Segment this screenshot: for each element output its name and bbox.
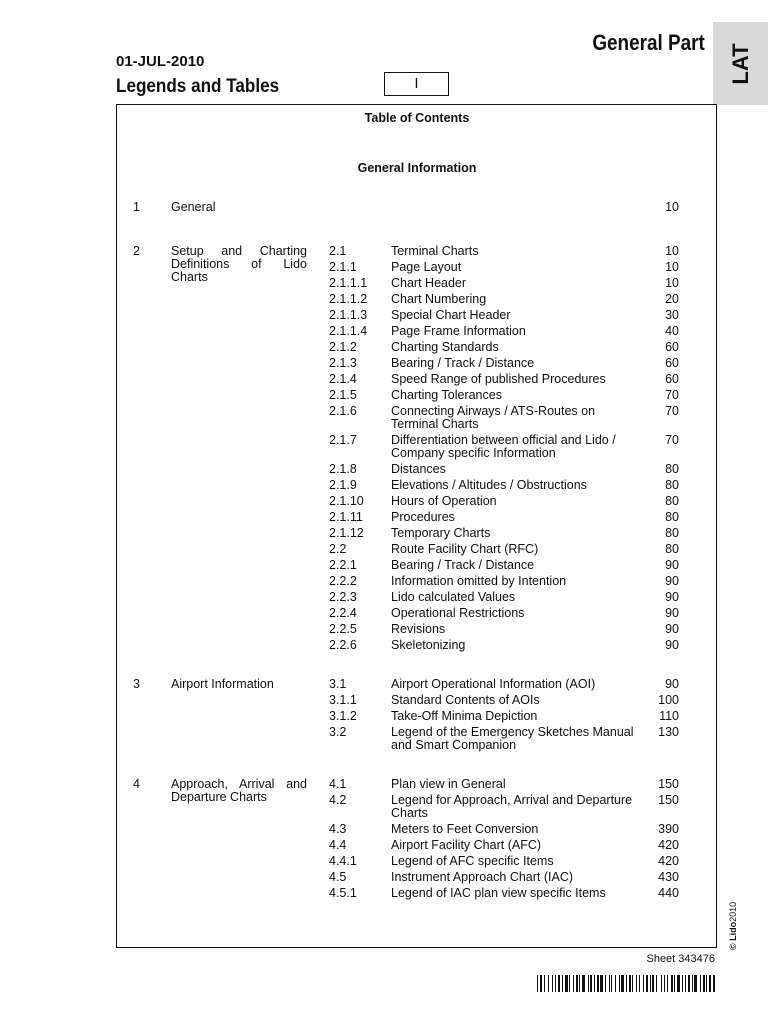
entry-number: 2.1 <box>329 244 347 258</box>
barcode-bar <box>671 975 673 992</box>
barcode-bar <box>537 975 538 992</box>
page-number: 90 <box>665 677 679 691</box>
barcode-bar <box>643 975 644 992</box>
page-number: 70 <box>665 388 679 402</box>
entry-number: 2.2.3 <box>329 590 357 604</box>
entry-title: Operational Restrictions <box>391 606 525 620</box>
entry-number: 2.2.5 <box>329 622 357 636</box>
barcode-bar <box>552 975 553 992</box>
entry-title: Hours of Operation <box>391 494 497 508</box>
barcode-bar <box>588 975 589 992</box>
page-number: 60 <box>665 340 679 354</box>
entry-number: 2.1.11 <box>329 510 363 524</box>
barcode-bar <box>664 975 665 992</box>
barcode-bar <box>650 975 651 992</box>
part-tab <box>713 22 768 105</box>
page-number: 70 <box>665 404 679 418</box>
chapter-number: 1 <box>133 200 140 214</box>
page-number: 10 <box>665 260 679 274</box>
entry-number: 2.2.6 <box>329 638 357 652</box>
part-tab-label: LAT <box>727 42 753 85</box>
entry-title: Skeletonizing <box>391 638 466 652</box>
barcode-bar <box>700 975 701 992</box>
copyright-brand: Lido <box>728 921 738 941</box>
page-number: 90 <box>665 638 679 652</box>
barcode-bar <box>594 975 595 992</box>
toc-subtitle: General Information <box>357 161 477 175</box>
page-number: 420 <box>658 854 679 868</box>
chapter-number: 3 <box>133 677 140 691</box>
entry-title: Route Facility Chart (RFC) <box>391 542 539 556</box>
page-number: 150 <box>658 777 679 791</box>
entry-title: Elevations / Altitudes / Obstructions <box>391 478 587 492</box>
page-number: 60 <box>665 372 679 386</box>
chapter-title: Approach, Arrival and Departure Charts <box>171 777 307 804</box>
page-number: 110 <box>659 709 679 723</box>
page-number: 40 <box>665 324 679 338</box>
barcode-bar <box>646 975 648 992</box>
page-number: 440 <box>658 886 679 900</box>
barcode-bar <box>682 975 683 992</box>
page-number: 390 <box>658 822 679 836</box>
chapter-title: General <box>171 200 216 214</box>
entry-number: 4.4.1 <box>329 854 357 868</box>
page-number: 80 <box>665 542 679 556</box>
barcode-bar <box>565 975 568 992</box>
barcode-bar <box>677 975 680 992</box>
entry-number: 2.1.1 <box>329 260 357 274</box>
entry-title: Legend of AFC specific Items <box>391 854 554 868</box>
page-number-box: I <box>384 72 449 96</box>
entry-title: Speed Range of published Procedures <box>391 372 606 386</box>
barcode-bar <box>569 975 570 992</box>
page-number: 10 <box>665 200 679 214</box>
barcode-bar <box>540 975 542 992</box>
entry-number: 4.4 <box>329 838 347 852</box>
entry-number: 4.3 <box>329 822 347 836</box>
entry-number: 3.2 <box>329 725 347 739</box>
barcode-bar <box>582 975 585 992</box>
barcode-bar <box>709 975 711 992</box>
entry-number: 2.1.1.1 <box>329 276 368 290</box>
entry-number: 2.1.8 <box>329 462 357 476</box>
page-number: 80 <box>665 478 679 492</box>
entry-title: Terminal Charts <box>391 244 479 258</box>
entry-title: Page Layout <box>391 260 462 274</box>
barcode-bar <box>562 975 563 992</box>
entry-title: Procedures <box>391 510 455 524</box>
entry-number: 2.2.4 <box>329 606 357 620</box>
entry-title: Charting Tolerances <box>391 388 502 402</box>
entry-title: Bearing / Track / Distance <box>391 356 535 370</box>
page-number: 10 <box>665 244 679 258</box>
barcode-bar <box>597 975 599 992</box>
copyright-symbol: © <box>728 943 738 950</box>
barcode-bar <box>713 975 715 992</box>
barcode-bar <box>555 975 556 992</box>
entry-number: 2.1.6 <box>329 404 357 418</box>
entry-title: Temporary Charts <box>391 526 491 540</box>
barcode-bar <box>685 975 686 992</box>
barcode-bar <box>615 975 616 992</box>
page-number: 130 <box>658 725 679 739</box>
barcode-bar <box>626 975 627 992</box>
entry-number: 4.5.1 <box>329 886 357 900</box>
barcode-bar <box>629 975 631 992</box>
entry-number: 2.1.3 <box>329 356 357 370</box>
entry-title: Special Chart Header <box>391 308 511 322</box>
part-title: General Part <box>592 30 705 55</box>
entry-number: 4.5 <box>329 870 347 884</box>
entry-title: Instrument Approach Chart (IAC) <box>391 870 574 884</box>
entry-title: Legend for Approach, Arrival and Departure Charts <box>391 793 633 820</box>
barcode-bar <box>656 975 657 992</box>
barcode-bar <box>692 975 693 992</box>
barcode-bar <box>558 975 560 992</box>
entry-title: Connecting Airways / ATS-Routes on Terminal Charts <box>391 404 596 431</box>
page-number: 430 <box>658 870 679 884</box>
entry-number: 2.1.1.2 <box>329 292 368 306</box>
entry-number: 2.1.9 <box>329 478 357 492</box>
page-number: 90 <box>665 590 679 604</box>
chapter-title: Setup and Charting Definitions of Lido Charts <box>171 244 307 284</box>
entry-title: Information omitted by Intention <box>391 574 567 588</box>
entry-title: Plan view in General <box>391 777 506 791</box>
entry-title: Page Frame Information <box>391 324 526 338</box>
barcode-bar <box>632 975 633 992</box>
page-number: 60 <box>665 356 679 370</box>
entry-title: Legend of IAC plan view specific Items <box>391 886 606 900</box>
barcode-bar <box>688 975 690 992</box>
entry-title: Airport Facility Chart (AFC) <box>391 838 542 852</box>
chapter-title: Airport Information <box>171 677 274 691</box>
entry-title: Legend of the Emergency Sketches Manual and Smart Companion <box>391 725 634 752</box>
barcode-bar <box>590 975 592 992</box>
entry-number: 2.2.1 <box>329 558 357 572</box>
sheet-number: Sheet 343476 <box>646 953 715 965</box>
chapter-number: 4 <box>133 777 140 791</box>
page-number: 420 <box>658 838 679 852</box>
entry-title: Airport Operational Information (AOI) <box>391 677 596 691</box>
page-number: 30 <box>665 308 679 322</box>
section-title: Legends and Tables <box>116 76 280 97</box>
barcode-bar <box>576 975 578 992</box>
page-number: 100 <box>658 693 679 707</box>
barcode-bar <box>609 975 610 992</box>
entry-title: Chart Numbering <box>391 292 487 306</box>
entry-number: 2.2 <box>329 542 347 556</box>
entry-title: Take-Off Minima Depiction <box>391 709 538 723</box>
barcode-bar <box>605 975 606 992</box>
barcode-bar <box>694 975 697 992</box>
entry-number: 3.1 <box>329 677 347 691</box>
page-number: 80 <box>665 510 679 524</box>
barcode-bar <box>573 975 574 992</box>
entry-number: 2.1.7 <box>329 433 357 447</box>
entry-title: Bearing / Track / Distance <box>391 558 535 572</box>
page-number: 150 <box>658 793 679 807</box>
entry-number: 2.2.2 <box>329 574 357 588</box>
barcode-bar <box>706 975 707 992</box>
effective-date: 01-JUL-2010 <box>116 53 205 70</box>
barcode-bar <box>674 975 675 992</box>
entry-title: Lido calculated Values <box>391 590 516 604</box>
page-number: 90 <box>665 606 679 620</box>
page-number: 10 <box>665 276 679 290</box>
entry-number: 4.1 <box>329 777 347 791</box>
barcode-bar <box>661 975 662 992</box>
page-number: 20 <box>665 292 679 306</box>
page-number: 80 <box>665 494 679 508</box>
barcode <box>537 975 715 992</box>
entry-title: Standard Contents of AOIs <box>391 693 540 707</box>
barcode-bar <box>639 975 640 992</box>
page-number: 90 <box>665 558 679 572</box>
entry-number: 2.1.2 <box>329 340 357 354</box>
entry-title: Distances <box>391 462 446 476</box>
entry-number: 2.1.5 <box>329 388 357 402</box>
copyright-year: 2010 <box>728 901 738 922</box>
entry-number: 2.1.10 <box>329 494 364 508</box>
entry-title: Charting Standards <box>391 340 499 354</box>
barcode-bar <box>621 975 624 992</box>
entry-number: 2.1.4 <box>329 372 357 386</box>
barcode-bar <box>611 975 612 992</box>
page-number: 90 <box>665 574 679 588</box>
copyright-notice <box>728 902 738 950</box>
entry-number: 2.1.1.4 <box>329 324 368 338</box>
entry-title: Meters to Feet Conversion <box>391 822 539 836</box>
barcode-bar <box>548 975 549 992</box>
barcode-bar <box>652 975 654 992</box>
entry-title: Chart Header <box>391 276 467 290</box>
entry-number: 3.1.1 <box>329 693 357 707</box>
barcode-bar <box>619 975 620 992</box>
entry-title: Differentiation between official and Lido / Company specific Information <box>391 433 616 460</box>
entry-title: Revisions <box>391 622 446 636</box>
page-number: 80 <box>665 526 679 540</box>
barcode-bar <box>579 975 580 992</box>
entry-number: 3.1.2 <box>329 709 357 723</box>
toc-title: Table of Contents <box>364 111 470 125</box>
barcode-bar <box>667 975 668 992</box>
page-number: 80 <box>665 462 679 476</box>
barcode-bar <box>636 975 637 992</box>
page-number: 90 <box>665 622 679 636</box>
entry-number: 2.1.1.3 <box>329 308 368 322</box>
barcode-bar <box>544 975 545 992</box>
barcode-bar <box>600 975 603 992</box>
entry-number: 4.2 <box>329 793 347 807</box>
entry-number: 2.1.12 <box>329 526 364 540</box>
page-number: 70 <box>665 433 679 447</box>
chapter-number: 2 <box>133 244 140 258</box>
barcode-bar <box>703 975 705 992</box>
